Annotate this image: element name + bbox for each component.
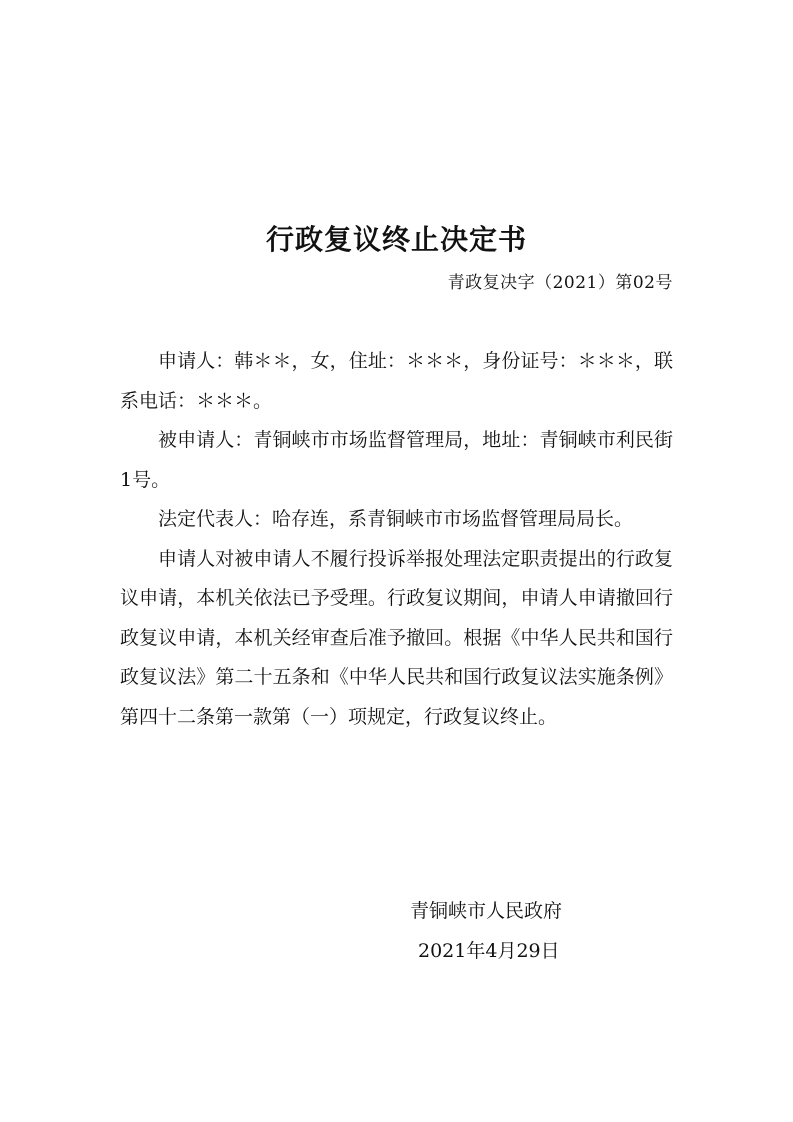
signing-date: 2021年4月29日 — [418, 940, 560, 962]
applicant-paragraph: 申请人：韩＊＊，女，住址：＊＊＊，身份证号：＊＊＊，联系电话：＊＊＊。 — [120, 350, 673, 412]
decision-paragraph: 申请人对被申请人不履行投诉举报处理法定职责提出的行政复议申请，本机关依法已予受理。行政复议期间，申请人申请撤回行政复议申请，本机关经审查后准予撤回。根据《中华人民共和国行政复议法》第二十五条和《中华人民共和国行政复议法实施条例》第四十二条第一款第（一）项规定，行政复议终止。 — [120, 547, 673, 728]
respondent-paragraph: 被申请人：青铜峡市市场监督管理局，地址：青铜峡市利民街1号。 — [120, 429, 673, 491]
document-number: 青政复决字（2021）第02号 — [447, 273, 673, 293]
document-title: 行政复议终止决定书 — [265, 223, 527, 256]
signing-organization: 青铜峡市人民政府 — [410, 900, 563, 922]
legal-representative-paragraph: 法定代表人：哈存连，系青铜峡市市场监督管理局局长。 — [158, 508, 634, 530]
document-body — [120, 342, 673, 737]
